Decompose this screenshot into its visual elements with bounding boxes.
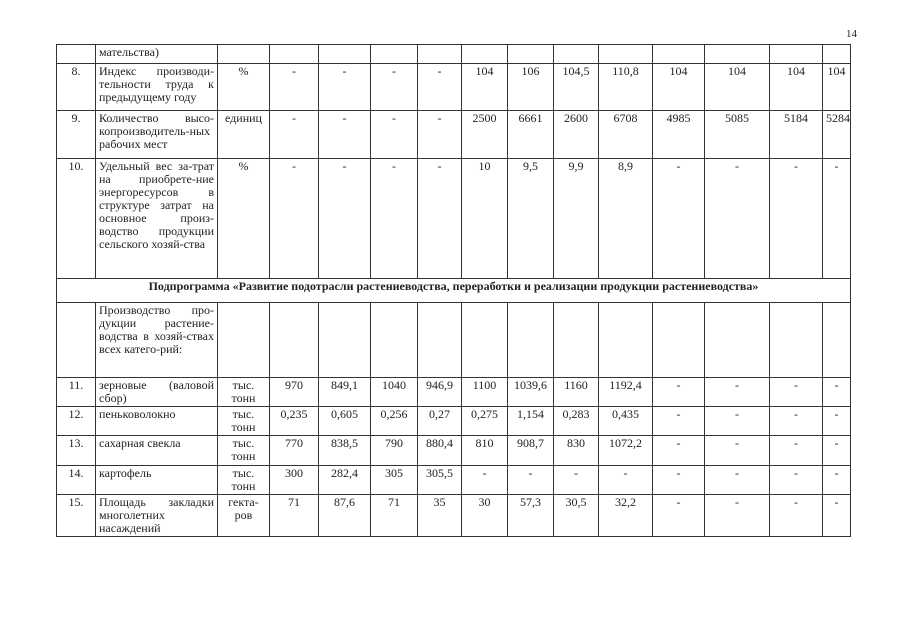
value-cell: - — [653, 495, 705, 537]
value-cell — [823, 303, 851, 378]
value-cell: - — [418, 64, 462, 111]
value-cell: 1040 — [371, 378, 418, 407]
unit-cell: тыс. тонн — [218, 378, 270, 407]
value-cell: 2600 — [554, 111, 599, 159]
value-cell: 1,154 — [508, 407, 554, 436]
value-cell: - — [823, 159, 851, 279]
value-cell: - — [653, 466, 705, 495]
value-cell: 6708 — [599, 111, 653, 159]
value-cell: - — [371, 64, 418, 111]
value-cell: 1192,4 — [599, 378, 653, 407]
table-body — [57, 45, 851, 537]
unit-cell: единиц — [218, 111, 270, 159]
value-cell: 1072,2 — [599, 436, 653, 466]
value-cell: - — [770, 436, 823, 466]
indicator-name: картофель — [96, 466, 218, 495]
value-cell: - — [554, 466, 599, 495]
value-cell — [599, 45, 653, 64]
row-number: 14. — [57, 466, 96, 495]
unit-cell: гекта-ров — [218, 495, 270, 537]
value-cell: 305 — [371, 466, 418, 495]
value-cell — [418, 303, 462, 378]
value-cell: - — [270, 64, 319, 111]
indicator-name: зерновые (валовой сбор) — [96, 378, 218, 407]
unit-cell: % — [218, 64, 270, 111]
value-cell: 770 — [270, 436, 319, 466]
indicators-table — [56, 44, 851, 537]
value-cell: - — [418, 159, 462, 279]
value-cell: - — [705, 495, 770, 537]
value-cell — [508, 303, 554, 378]
indicator-name: Удельный вес за-трат на приобрете-ние энергоресурсов в структуре затрат на основное произ-водство продукции сельского хозяй-ства — [96, 159, 218, 279]
table-row — [57, 45, 851, 64]
unit-cell: тыс. тонн — [218, 466, 270, 495]
value-cell — [599, 303, 653, 378]
value-cell: 10 — [462, 159, 508, 279]
value-cell: 0,256 — [371, 407, 418, 436]
value-cell: 1160 — [554, 378, 599, 407]
value-cell — [554, 45, 599, 64]
value-cell: - — [770, 407, 823, 436]
value-cell: 9,9 — [554, 159, 599, 279]
value-cell — [508, 45, 554, 64]
value-cell: 87,6 — [319, 495, 371, 537]
value-cell: 104,5 — [554, 64, 599, 111]
value-cell — [371, 45, 418, 64]
value-cell: 970 — [270, 378, 319, 407]
value-cell: - — [418, 111, 462, 159]
value-cell: 5085 — [705, 111, 770, 159]
indicator-name: Индекс производи-тельности труда к предыдущему году — [96, 64, 218, 111]
unit-cell: тыс. тонн — [218, 436, 270, 466]
value-cell — [823, 45, 851, 64]
value-cell: - — [705, 407, 770, 436]
table-row — [57, 407, 851, 436]
value-cell: 282,4 — [319, 466, 371, 495]
value-cell — [554, 303, 599, 378]
value-cell — [270, 45, 319, 64]
value-cell: 35 — [418, 495, 462, 537]
row-number: 12. — [57, 407, 96, 436]
value-cell: 838,5 — [319, 436, 371, 466]
unit-cell: тыс. тонн — [218, 407, 270, 436]
value-cell: 4985 — [653, 111, 705, 159]
indicator-name: Производство про-дукции растение-водства в хозяй-ствах всех катего-рий: — [96, 303, 218, 378]
value-cell — [705, 45, 770, 64]
value-cell: - — [653, 436, 705, 466]
row-number: 11. — [57, 378, 96, 407]
value-cell: 5284 — [823, 111, 851, 159]
indicator-name: сахарная свекла — [96, 436, 218, 466]
value-cell: 830 — [554, 436, 599, 466]
value-cell: - — [653, 159, 705, 279]
value-cell: - — [823, 436, 851, 466]
value-cell: - — [319, 111, 371, 159]
value-cell — [462, 303, 508, 378]
value-cell: 9,5 — [508, 159, 554, 279]
indicator-name: пеньковолокно — [96, 407, 218, 436]
table-row — [57, 466, 851, 495]
value-cell — [371, 303, 418, 378]
subprogram-title: Подпрограмма «Развитие подотрасли растениеводства, переработки и реализации продукции растениеводства» — [57, 279, 851, 303]
value-cell: 8,9 — [599, 159, 653, 279]
value-cell: 300 — [270, 466, 319, 495]
value-cell: 790 — [371, 436, 418, 466]
value-cell — [653, 45, 705, 64]
value-cell: 880,4 — [418, 436, 462, 466]
indicator-name: мательства) — [96, 45, 218, 64]
value-cell: 0,283 — [554, 407, 599, 436]
value-cell: 104 — [462, 64, 508, 111]
value-cell: - — [371, 111, 418, 159]
value-cell: 908,7 — [508, 436, 554, 466]
row-number: 9. — [57, 111, 96, 159]
value-cell: - — [770, 495, 823, 537]
value-cell — [319, 45, 371, 64]
value-cell: 57,3 — [508, 495, 554, 537]
unit-cell: % — [218, 159, 270, 279]
unit-cell — [218, 303, 270, 378]
value-cell: 104 — [705, 64, 770, 111]
value-cell: 0,235 — [270, 407, 319, 436]
table-row — [57, 378, 851, 407]
row-number — [57, 45, 96, 64]
value-cell: 0,275 — [462, 407, 508, 436]
table-row — [57, 111, 851, 159]
value-cell: - — [705, 436, 770, 466]
value-cell — [653, 303, 705, 378]
value-cell: 71 — [270, 495, 319, 537]
value-cell — [770, 45, 823, 64]
value-cell: - — [770, 466, 823, 495]
row-number: 8. — [57, 64, 96, 111]
value-cell: 71 — [371, 495, 418, 537]
value-cell: 0,27 — [418, 407, 462, 436]
table-row — [57, 436, 851, 466]
value-cell: 810 — [462, 436, 508, 466]
value-cell: - — [770, 378, 823, 407]
table-row — [57, 303, 851, 378]
value-cell: 104 — [653, 64, 705, 111]
value-cell: - — [319, 159, 371, 279]
value-cell — [218, 45, 270, 64]
value-cell: 6661 — [508, 111, 554, 159]
value-cell: 2500 — [462, 111, 508, 159]
value-cell: - — [823, 495, 851, 537]
value-cell: - — [823, 466, 851, 495]
value-cell — [770, 303, 823, 378]
indicator-name: Количество высо-копроизводитель-ных рабочих мест — [96, 111, 218, 159]
section-row — [57, 279, 851, 303]
value-cell — [705, 303, 770, 378]
value-cell: - — [270, 111, 319, 159]
table-row — [57, 495, 851, 537]
value-cell: 1039,6 — [508, 378, 554, 407]
value-cell: 32,2 — [599, 495, 653, 537]
indicator-name: Площадь закладки многолетних насаждений — [96, 495, 218, 537]
value-cell: 30 — [462, 495, 508, 537]
value-cell: - — [371, 159, 418, 279]
value-cell — [270, 303, 319, 378]
value-cell: 946,9 — [418, 378, 462, 407]
value-cell: - — [653, 378, 705, 407]
table-row — [57, 159, 851, 279]
value-cell: 106 — [508, 64, 554, 111]
row-number: 10. — [57, 159, 96, 279]
value-cell: - — [823, 407, 851, 436]
value-cell — [418, 45, 462, 64]
value-cell: - — [319, 64, 371, 111]
value-cell: - — [705, 159, 770, 279]
value-cell: 849,1 — [319, 378, 371, 407]
value-cell — [462, 45, 508, 64]
row-number — [57, 303, 96, 378]
value-cell: 0,605 — [319, 407, 371, 436]
value-cell: - — [270, 159, 319, 279]
value-cell: 1100 — [462, 378, 508, 407]
table-row — [57, 64, 851, 111]
value-cell: - — [823, 378, 851, 407]
value-cell: 104 — [770, 64, 823, 111]
value-cell: - — [770, 159, 823, 279]
value-cell: 30,5 — [554, 495, 599, 537]
value-cell: 5184 — [770, 111, 823, 159]
value-cell: - — [705, 378, 770, 407]
value-cell: 305,5 — [418, 466, 462, 495]
value-cell: 0,435 — [599, 407, 653, 436]
value-cell: - — [462, 466, 508, 495]
value-cell: - — [599, 466, 653, 495]
value-cell: - — [508, 466, 554, 495]
page-number: 14 — [846, 28, 857, 40]
value-cell: - — [705, 466, 770, 495]
row-number: 15. — [57, 495, 96, 537]
value-cell: 110,8 — [599, 64, 653, 111]
value-cell — [319, 303, 371, 378]
row-number: 13. — [57, 436, 96, 466]
value-cell: - — [653, 407, 705, 436]
value-cell: 104 — [823, 64, 851, 111]
